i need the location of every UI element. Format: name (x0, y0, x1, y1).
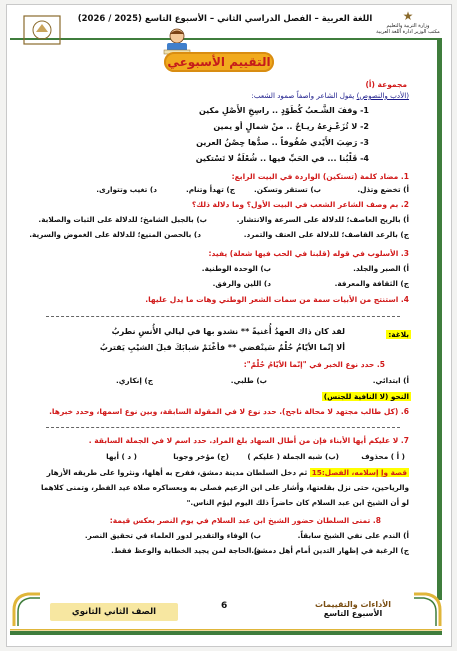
story-line-3: لو أن الشيخ ابن عبد السلام كان حاضراً ذلك اليوم ليؤم الناس." (186, 498, 409, 507)
story-text-1: ثم دخل السلطان مدينة دمشق، ففرح به أهلها، ونثروا على طريقه الأزهار (46, 468, 308, 477)
divider (46, 427, 400, 428)
group-label: مجموعة (أ) (365, 80, 407, 89)
q3-option-d[interactable]: د) اللين والرفق. (212, 279, 271, 288)
q7-option-b[interactable]: (ب) شبه الجملة ( عليكم ) (247, 452, 339, 461)
q1-option-d[interactable]: د) تغيب وتتوارى. (96, 185, 157, 194)
section-literature: (الأدب والنصوص) (356, 91, 409, 100)
q8-option-c[interactable]: ج) الرغبة في إظهار التدين أمام أهل دمشق. (251, 546, 409, 555)
question-4: 4. استنتج من الأبيات سمة من سمات الشعر الوطني وهات ما يدل عليها. (145, 295, 409, 304)
verse-1: 1- وقفَ الشَّـعبُ كُطَوْدٍ .. راسِخِ الأَصْلِ مكين (198, 106, 369, 115)
q8-option-b[interactable]: ب) الوفاء والتقدير لدور العلماء في تحقيق النصر. (84, 531, 261, 540)
balagha-verse-2: ألا إنّما الأيّامُ حُلْمٌ سَينْقضي ** فأغْنَمْ شبابَكَ قبلَ الشيْبِ يَقتربُ (99, 343, 345, 352)
q5-option-a[interactable]: أ) ابتدائي. (372, 376, 409, 385)
question-3: 3. الأسلوب في قوله (قلبنا في الحب فيها شعلة) يفيد: (208, 249, 409, 258)
q7-option-d[interactable]: ( د ) أيها (106, 452, 137, 461)
balagha-verse-1: لقد كان ذاك العهدُ أُغنيةً ** نشدو بها في ليالي الأُنسِ نطربُ (111, 327, 345, 336)
divider (46, 316, 400, 317)
q2-option-c[interactable]: ج) بالرعد القاصف؛ للدلالة على العنف والتمرد. (243, 230, 409, 239)
intro-text: يقول الشاعر واصفاً صمود الشعب: (251, 91, 355, 100)
footer-assessments: الأداءات والتقييمات (315, 600, 391, 609)
intro-line (63, 91, 409, 100)
question-1: 1. مضاد كلمة (تستكين) الواردة في البيت الرابع: (231, 172, 409, 181)
q8-option-a[interactable]: أ) الندم على نفي الشيخ سابقاً. (297, 531, 409, 540)
q1-option-c[interactable]: ج) تهدأ وتنام. (185, 185, 235, 194)
page-title: التقييم الأسبوعي (164, 52, 274, 72)
q1-option-a[interactable]: أ) تخضع وتذل. (357, 185, 409, 194)
side-band (437, 40, 442, 600)
ministry-sub: مكتب الوزير ادارة اللغة العربية (376, 29, 440, 35)
page-footer (10, 598, 442, 622)
q7-option-c[interactable]: (ج) مؤخر وجوبا (173, 452, 229, 461)
q2-option-d[interactable]: د) بالحصن المنيع؛ للدلالة على الغموض والسرية. (29, 230, 201, 239)
story-tag: قصة وإ إسلامه، الفصل:15 (311, 468, 407, 477)
verse-4: 4- قَلْبُنا ... في الحَبِّ فيها .. شُعْلَةٌ لا تَسْتكين (195, 154, 369, 163)
q5-option-b[interactable]: ب) طلبي. (230, 376, 267, 385)
q5-option-c[interactable]: ج) إنكاري. (115, 376, 153, 385)
nahw-label: النحو (لا النافية للجنس) (323, 392, 409, 401)
q7-option-a[interactable]: ( أ ) محذوف (361, 452, 405, 461)
q8-option-d[interactable]: د) الحاجة لمن يجيد الخطابة والوعظ فقط. (111, 546, 261, 555)
q3-option-a[interactable]: أ) الصبر والجلد. (353, 264, 409, 273)
question-2: 2. بم وصف الشاعر الشعب في البيت الأول؟ وما دلالة ذلك؟ (191, 200, 409, 209)
ministry-logo (372, 10, 444, 35)
q3-option-b[interactable]: ب) الوحدة الوطنية. (201, 264, 271, 273)
school-logo (22, 14, 62, 46)
bottom-border-ornament (10, 628, 442, 638)
balagha-label: بلاغة: (388, 330, 409, 339)
verse-3: 3- رَضِبَ الأَيْدي صُفُوفاً .. صدُّها حِصْنُ العرين (196, 138, 369, 147)
question-8: 8. تمنى السلطان حضور الشيخ ابن عبد السلام في يوم النصر بعكس قيمة: (109, 516, 381, 525)
verse-2: 2- لا تُزَعْـزِعهُ ريـاحٌ .. منْ شمالٍ أو يمين (213, 122, 369, 131)
grade-label: الصف الثاني الثانوي (50, 603, 178, 621)
question-5: 5. حدد نوع الخبر في "إنّما الأيّامُ حُلْمٌ": (243, 360, 385, 369)
question-6: 6. (كل طالب مجتهد لا محالة ناجح). حدد نوع لا في المقولة السابقة، وبين نوع اسمها، وحدد خبرها. (49, 407, 409, 416)
footer-week-label: الأسبوع التاسع (323, 609, 383, 618)
q2-option-b[interactable]: ب) بالجبل الشامخ؛ للدلالة على الثبات والصلابة. (38, 215, 207, 224)
q2-option-a[interactable]: أ) بالريح العاصف؛ للدلالة على السرعة والانتشار. (236, 215, 409, 224)
header-divider (10, 38, 442, 40)
eagle-icon: ★ (402, 9, 414, 23)
q3-option-c[interactable]: ج) الثقافة والمعرفة. (334, 279, 409, 288)
question-7: 7. لا عليكم أيها الأبناء فإن من أطال السهاد بلغ المراد. حدد اسم لا في الجملة السابقة . (88, 436, 409, 445)
page-header: اللغة العربية – الفصل الدراسي الثاني – الأسبوع التاسع (2025 / 2026) (77, 14, 373, 24)
page-number: 6 (221, 601, 228, 611)
story-line-2: والرياحين، حتى نزل بقلعتها، وأشار على ابن الزعيم فصلى به وبعساكره صلاة عيد الفطر، وتمنى كلاهما (40, 483, 409, 492)
ministry-name: وزارة التربية والتعليم (386, 23, 430, 29)
footer-week (288, 600, 418, 618)
story-line-1 (47, 468, 409, 477)
q1-option-b[interactable]: ب) تستقر وتسكن. (254, 185, 321, 194)
